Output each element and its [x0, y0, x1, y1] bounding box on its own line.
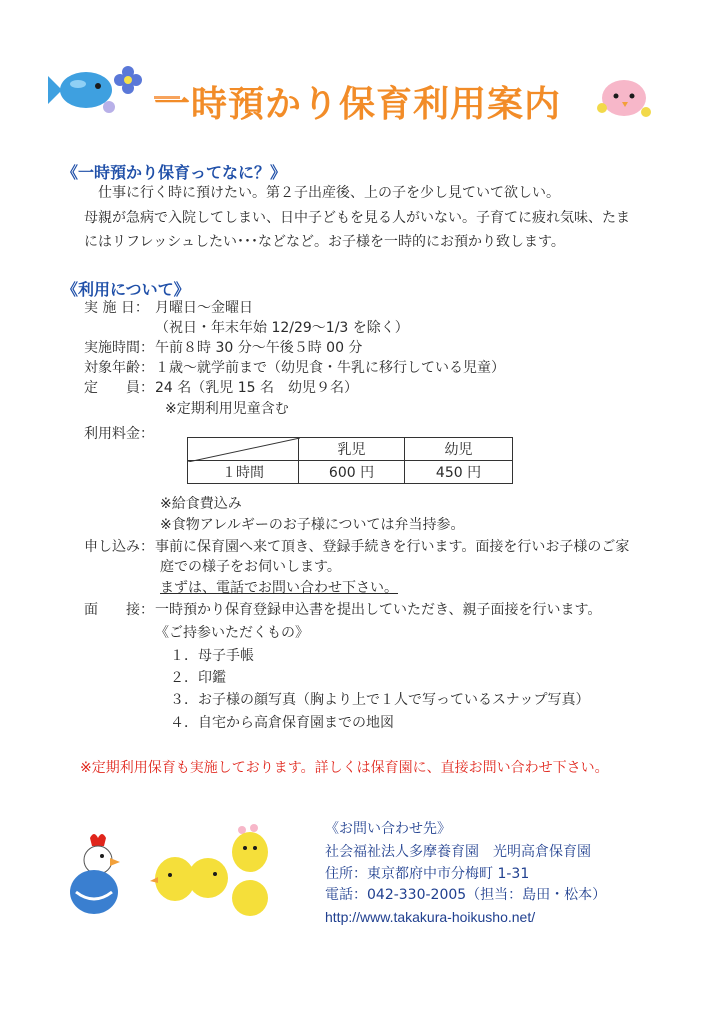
fee-note: ※食物アレルギーのお子様については弁当持参。	[160, 517, 465, 533]
fee-table	[187, 437, 513, 484]
contact-heading: 《お問い合わせ先》	[325, 821, 451, 837]
table-cell: １時間	[188, 461, 299, 484]
intro-line: 仕事に行く時に預けたい。第２子出産後、上の子を少し見ていて欲しい。	[98, 185, 560, 201]
bird-icon	[594, 70, 654, 122]
flower-icon	[100, 98, 118, 116]
bring-heading: 《ご持参いただくもの》	[155, 625, 309, 641]
interview-value: 一時預かり保育登録申込書を提出していただき、親子面接を行います。	[155, 602, 602, 618]
hours-label: 実施時間：	[84, 340, 154, 356]
contact-url[interactable]: http://www.takakura-hoikusho.net/	[325, 909, 536, 925]
list-item: ３．お子様の顔写真（胸より上で１人で写っているスナップ写真）	[170, 692, 590, 708]
capacity-value: 24 名（乳児 15 名 幼児９名）	[155, 380, 358, 396]
contact-org: 社会福祉法人多摩養育園 光明高倉保育園	[325, 844, 591, 860]
apply-line: 庭での様子をお伺いします。	[160, 559, 341, 575]
days-note: （祝日・年末年始 12/29～1/3 を除く）	[155, 320, 409, 336]
section-heading-usage: 《利用について》	[62, 280, 190, 299]
age-value: １歳～就学前まで（幼児食・牛乳に移行している児童）	[155, 360, 505, 376]
table-cell: 600 円	[299, 461, 405, 484]
apply-label: 申し込み：	[84, 539, 154, 555]
hours-value: 午前８時 30 分～午後５時 00 分	[155, 340, 363, 356]
flower-icon	[108, 60, 148, 100]
list-item: ４．自宅から高倉保育園までの地図	[170, 715, 394, 731]
list-item: １．母子手帳	[170, 648, 254, 664]
hen-icon	[62, 830, 132, 920]
interview-label: 面 接：	[84, 602, 154, 618]
contact-phone: 電話：042-330-2005（担当：島田・松本）	[325, 887, 607, 903]
table-header: 乳児	[299, 438, 405, 461]
age-label: 対象年齢：	[84, 360, 154, 376]
diagonal-line	[188, 438, 300, 462]
page-title: 一時預かり保育利用案内	[154, 84, 562, 125]
chick-icon	[185, 852, 231, 900]
fee-label: 利用料金：	[84, 426, 154, 442]
table-row	[188, 461, 513, 484]
apply-line: 事前に保育園へ来て頂き、登録手続きを行います。面接を行いお子様のご家	[155, 539, 630, 555]
contact-address: 住所：東京都府中市分梅町 1-31	[325, 866, 530, 882]
capacity-note: ※定期利用児童含む	[165, 401, 289, 417]
apply-emphasis: まずは、電話でお問い合わせ下さい。	[160, 580, 398, 596]
days-value: 月曜日～金曜日	[155, 300, 253, 316]
notice-text: ※定期利用保育も実施しております。詳しくは保育園に、直接お問い合わせ下さい。	[80, 760, 609, 776]
intro-line: 母親が急病で入院してしまい、日中子どもを見る人がいない。子育てに疲れ気味、たま	[84, 210, 630, 226]
list-item: ２．印鑑	[170, 670, 226, 686]
table-row	[188, 438, 513, 461]
chick-icon	[228, 876, 272, 920]
capacity-label: 定 員：	[84, 380, 154, 396]
table-header: 幼児	[405, 438, 513, 461]
chick-icon	[228, 822, 272, 874]
table-corner-cell	[188, 438, 299, 461]
days-label: 実 施 日：	[84, 300, 149, 316]
fee-note: ※給食費込み	[160, 496, 242, 512]
intro-line: にはリフレッシュしたい･･･などなど。お子様を一時的にお預かり致します。	[84, 234, 565, 250]
section-heading-what: 《一時預かり保育ってなに？》	[62, 163, 287, 182]
table-cell: 450 円	[405, 461, 513, 484]
